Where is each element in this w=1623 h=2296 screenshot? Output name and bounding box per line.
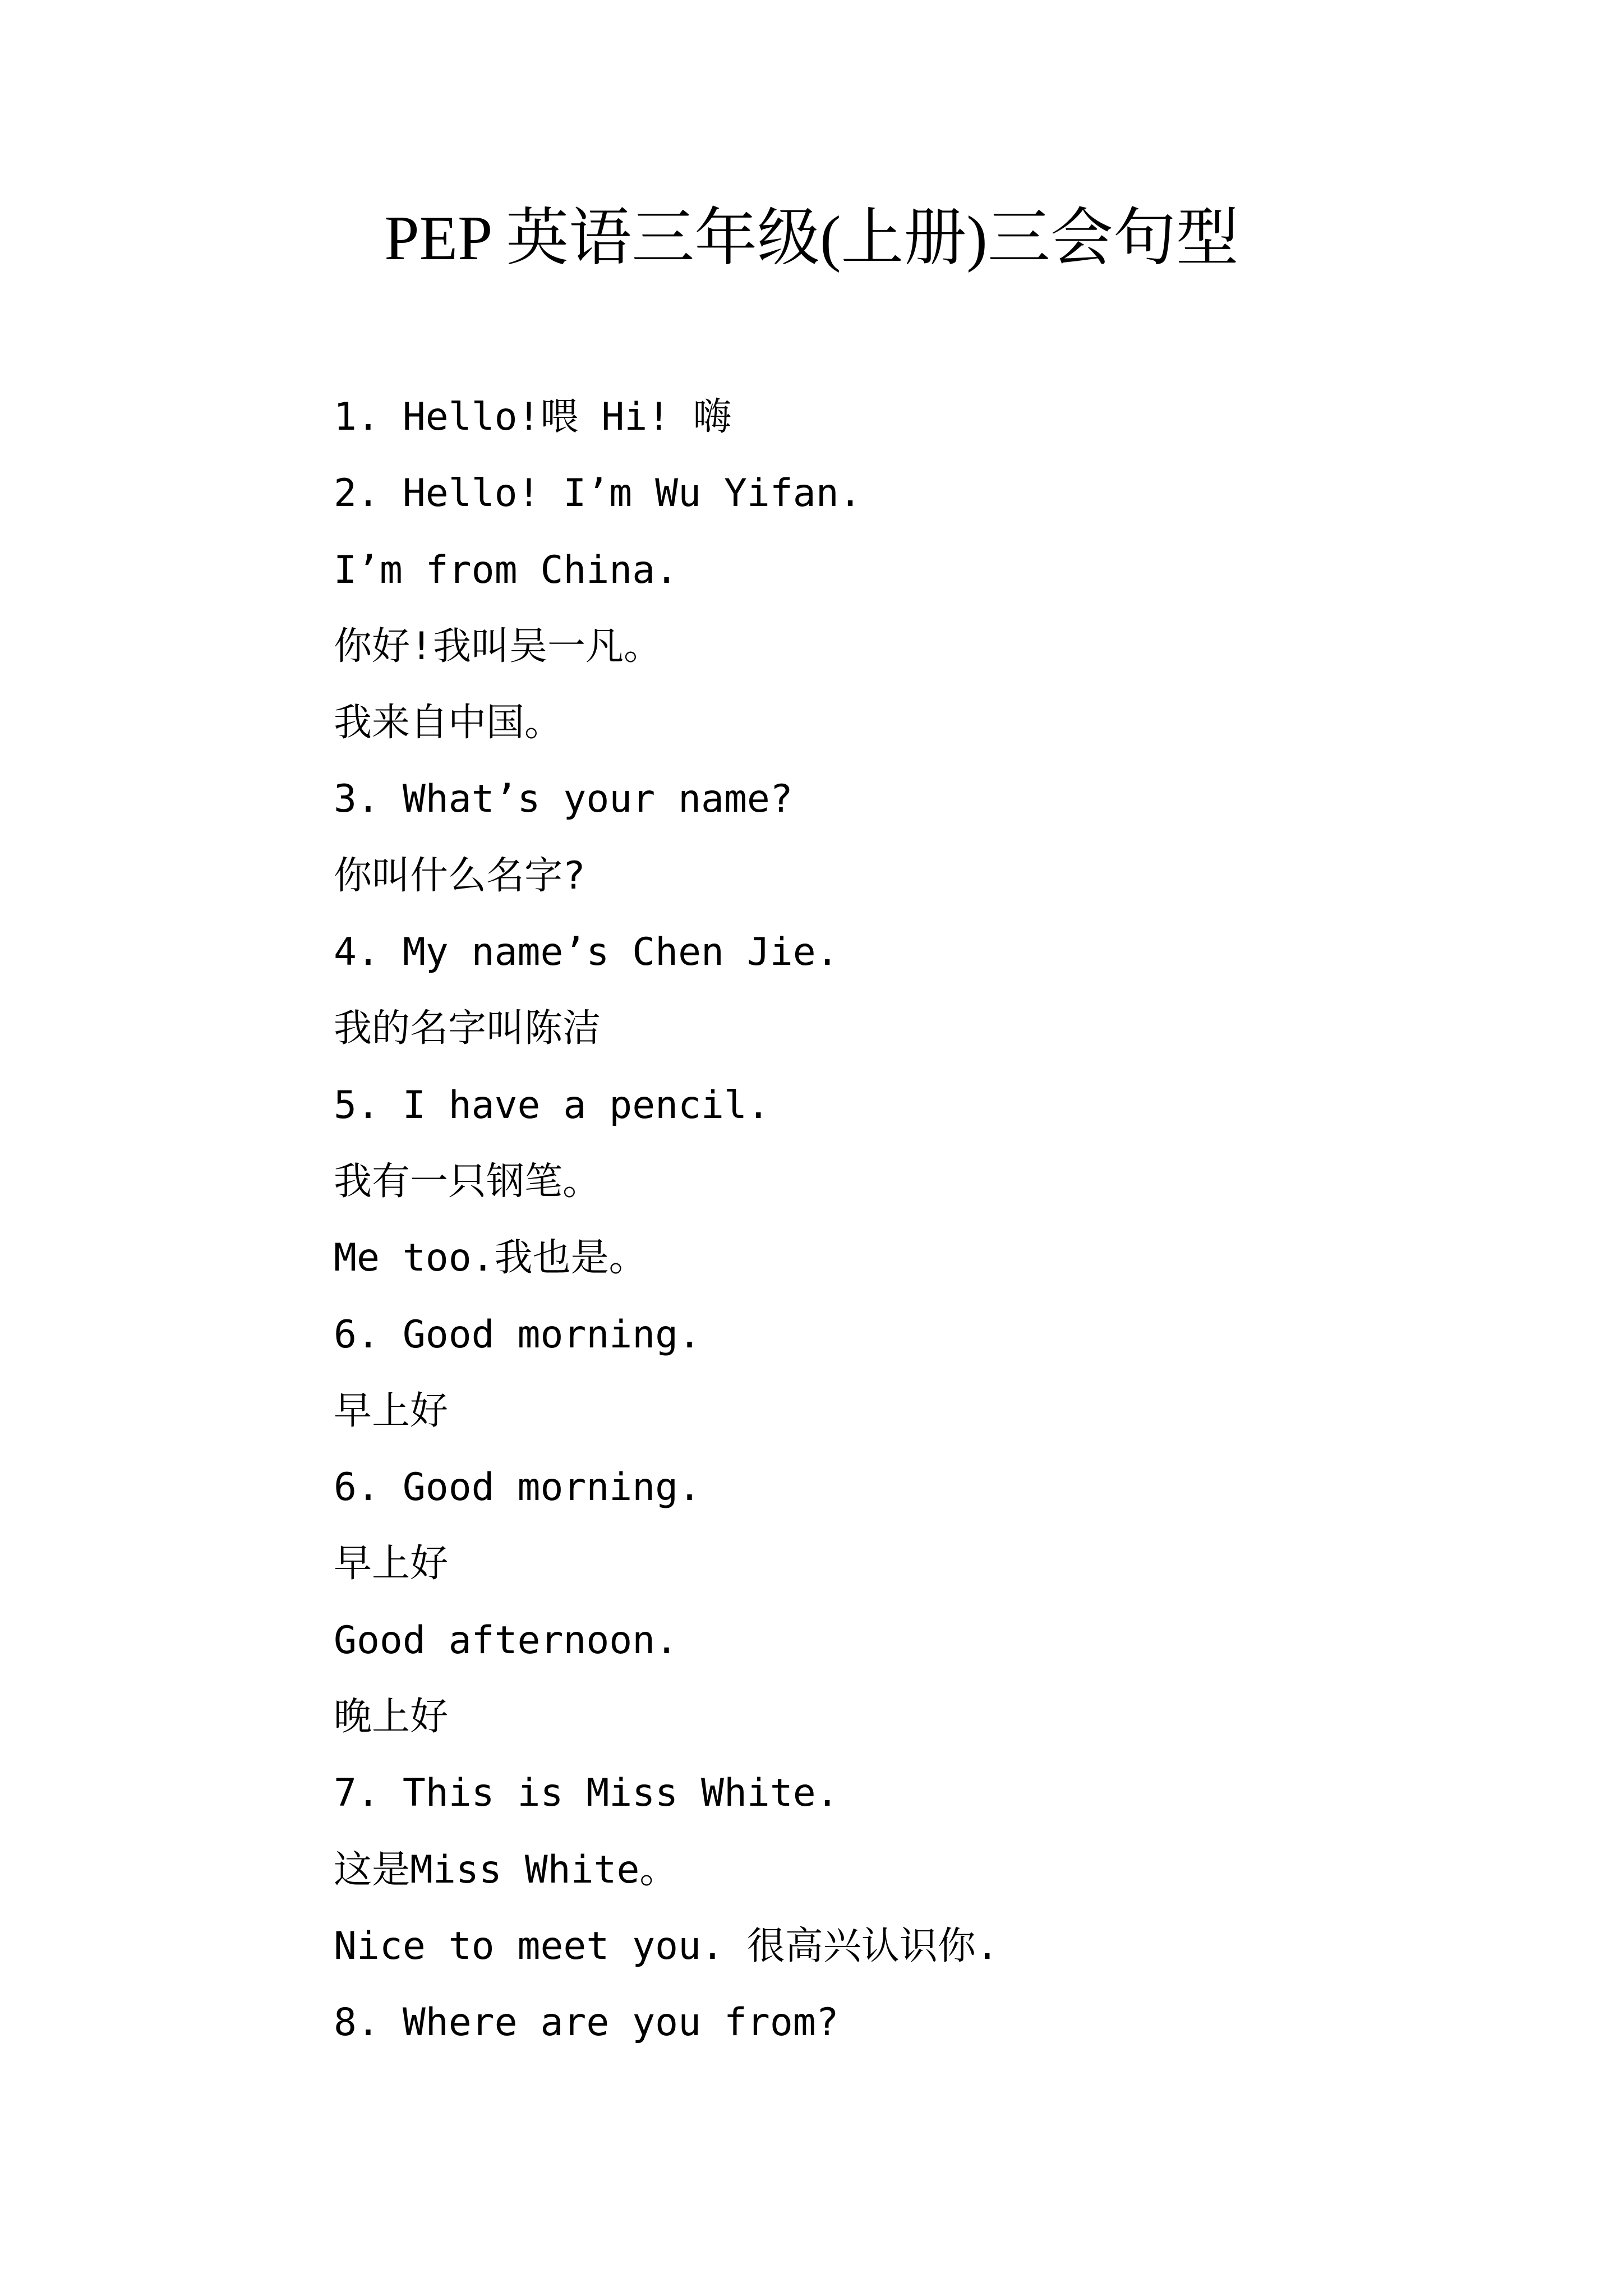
sentence-line: 你好!我叫吴一凡。 (334, 624, 662, 669)
sentence-line: 5. I have a pencil. (334, 1083, 770, 1128)
sentence-list (334, 379, 1567, 2062)
sentence-line: 你叫什么名字? (334, 853, 585, 898)
sentence-line: 8. Where are you from? (334, 2000, 839, 2045)
sentence-line: 7. This is Miss White. (334, 1771, 839, 1816)
sentence-line: 我的名字叫陈洁 (334, 1006, 601, 1051)
sentence-line: 4. My name’s Chen Jie. (334, 930, 839, 975)
sentence-line: 3. What’s your name? (334, 777, 793, 822)
sentence-line: Good afternoon. (334, 1618, 679, 1663)
sentence-line: Me too.我也是。 (334, 1236, 647, 1281)
sentence-line: 早上好 (334, 1542, 449, 1586)
sentence-line: 2. Hello! I’m Wu Yifan. (334, 471, 862, 516)
sentence-line: 早上好 (334, 1388, 449, 1433)
sentence-line: 我来自中国。 (334, 701, 563, 746)
sentence-line: 1. Hello!喂 Hi! 嗨 (334, 395, 732, 439)
sentence-line: Nice to meet you. 很高兴认识你. (334, 1924, 999, 1968)
sentence-line: I’m from China. (334, 547, 679, 592)
sentence-line: 晚上好 (334, 1695, 449, 1740)
sentence-line: 这是Miss White。 (334, 1847, 678, 1892)
sentence-line: 6. Good morning. (334, 1465, 702, 1510)
sentence-line: 6. Good morning. (334, 1312, 702, 1357)
document-title: PEP 英语三年级(上册)三会句型 (384, 204, 1239, 273)
sentence-line: 我有一只钢笔。 (334, 1159, 601, 1204)
